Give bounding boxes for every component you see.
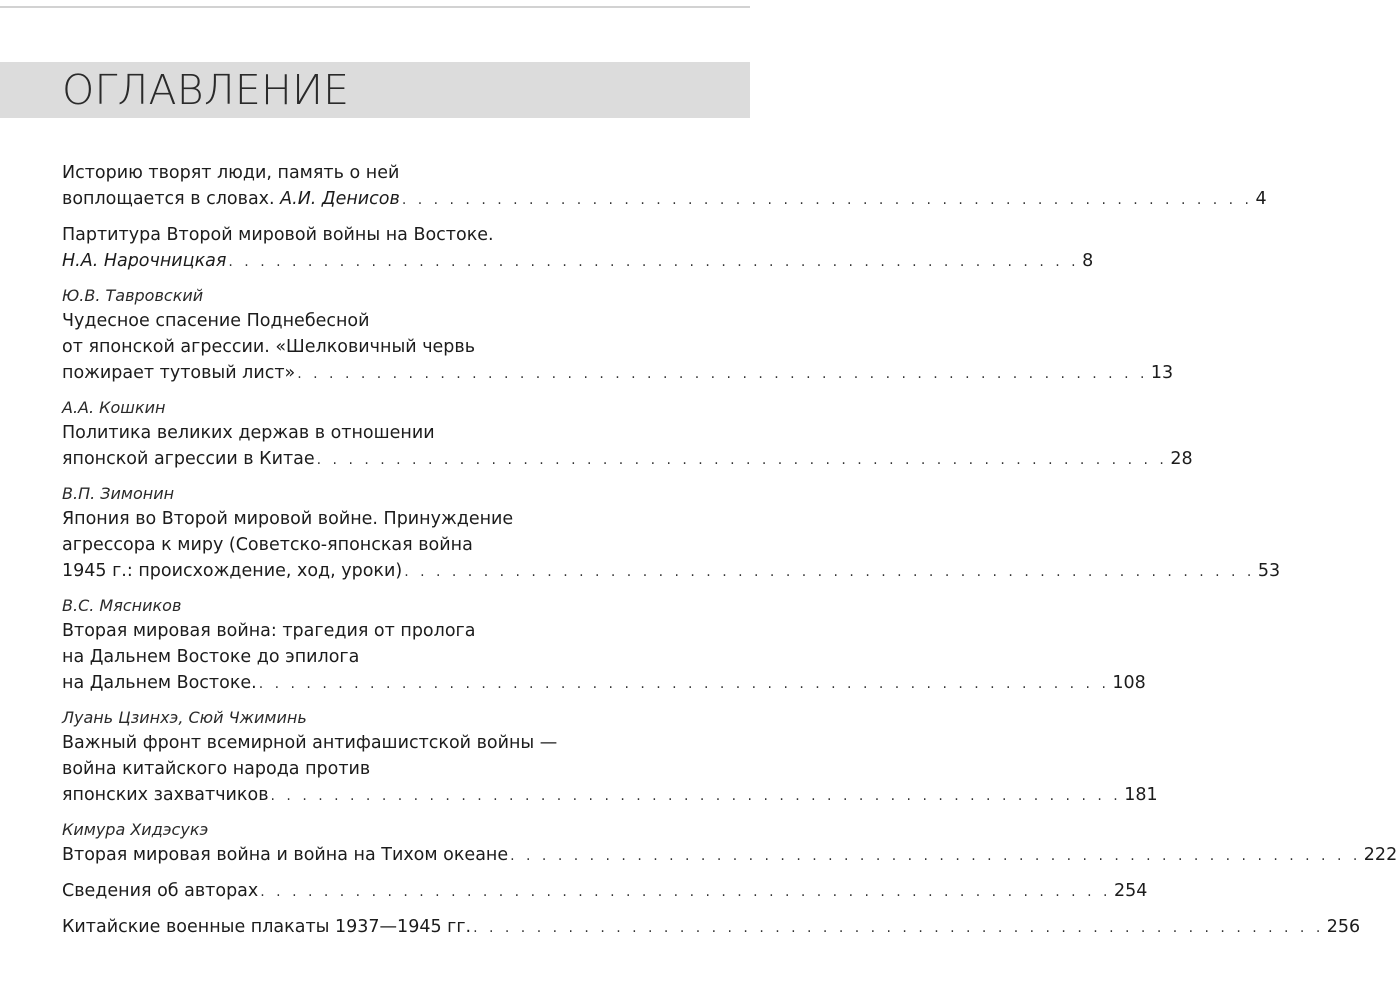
dot-leader: . . . . . . . . . . . . . . . . . . . . . . . . . . . . . . . . . . . . . . . . . . . . . . . . . . . . . .	[473, 920, 1324, 936]
entry-title-text: пожирает тутовый лист»	[62, 363, 296, 383]
toc-entry[interactable]	[62, 914, 1361, 941]
entry-title-text: Вторая мировая война и война на Тихом океане	[62, 845, 509, 865]
entry-last-line	[62, 186, 1267, 213]
entry-title-line: Важный фронт всемирной антифашистской войны —	[62, 733, 558, 753]
dot-leader: . . . . . . . . . . . . . . . . . . . . . . . . . . . . . . . . . . . . . . . . . . . . . . . . . . . . . .	[404, 564, 1255, 580]
toc-entry[interactable]	[62, 594, 1146, 697]
page-number: 4	[1255, 189, 1267, 209]
page-title: ОГЛАВЛЕНИЕ	[62, 66, 350, 114]
entry-author: В.С. Мясников	[62, 596, 182, 615]
toc-entry[interactable]	[62, 706, 1158, 809]
page-number: 222	[1363, 845, 1397, 865]
entry-inline-author: А.И. Денисов	[280, 189, 400, 209]
toc-entry[interactable]	[62, 878, 1148, 905]
entry-last-line	[62, 842, 1397, 869]
dot-leader: . . . . . . . . . . . . . . . . . . . . . . . . . . . . . . . . . . . . . . . . . . . . . . . . . . . . . .	[270, 788, 1122, 804]
page-number: 53	[1257, 561, 1281, 581]
page-number: 8	[1082, 251, 1094, 271]
entry-title-line: Политика великих держав в отношении	[62, 423, 435, 443]
entry-author: В.П. Зимонин	[62, 484, 175, 503]
entry-title-line: Чудесное спасение Поднебесной	[62, 311, 370, 331]
dot-leader: . . . . . . . . . . . . . . . . . . . . . . . . . . . . . . . . . . . . . . . . . . . . . . . . . . . . . .	[510, 848, 1361, 864]
entry-title-line: война китайского народа против	[62, 759, 371, 779]
entry-title-tail	[62, 360, 295, 386]
entry-title-tail	[62, 842, 508, 868]
entry-title-tail	[62, 782, 269, 808]
entry-title-line: Историю творят люди, память о ней	[62, 163, 400, 183]
page-number: 13	[1150, 363, 1174, 383]
entry-title-text: Сведения об авторах	[62, 881, 259, 901]
entry-title-tail	[62, 878, 258, 904]
entry-title-line: Вторая мировая война: трагедия от пролога	[62, 621, 476, 641]
entry-title-line: агрессора к миру (Советско-японская война	[62, 535, 473, 555]
entry-last-line	[62, 360, 1174, 387]
toc-entry[interactable]	[62, 396, 1193, 473]
dot-leader: . . . . . . . . . . . . . . . . . . . . . . . . . . . . . . . . . . . . . . . . . . . . . . . . . . . . . .	[228, 254, 1080, 270]
entry-author: Луань Цзинхэ, Сюй Чжиминь	[62, 708, 307, 727]
entry-author: Ю.В. Тавровский	[62, 286, 204, 305]
entry-inline-author: Н.А. Нарочницкая	[62, 251, 227, 271]
entry-author: Кимура Хидэсукэ	[62, 820, 209, 839]
table-of-contents	[62, 160, 1397, 941]
entry-title-text: Китайские военные плакаты 1937—1945 гг.	[62, 917, 472, 937]
page-number: 28	[1170, 449, 1193, 469]
page-number: 254	[1113, 881, 1148, 901]
dot-leader: . . . . . . . . . . . . . . . . . . . . . . . . . . . . . . . . . . . . . . . . . . . . . . . . . . . . . .	[316, 452, 1168, 468]
entry-title-text: японской агрессии в Китае	[62, 449, 315, 469]
page-number: 108	[1112, 673, 1146, 693]
dot-leader: . . . . . . . . . . . . . . . . . . . . . . . . . . . . . . . . . . . . . . . . . . . . . . . . . . . . . .	[401, 192, 1253, 208]
dot-leader: . . . . . . . . . . . . . . . . . . . . . . . . . . . . . . . . . . . . . . . . . . . . . . . . . . . . . .	[297, 366, 1148, 382]
entry-title-line: Япония во Второй мировой войне. Принуждение	[62, 509, 514, 529]
toc-entry[interactable]	[62, 818, 1397, 869]
entry-title-tail	[62, 446, 315, 472]
entry-title-line: от японской агрессии. «Шелковичный червь	[62, 337, 476, 357]
toc-entry[interactable]	[62, 482, 1281, 585]
toc-entry[interactable]	[62, 284, 1174, 387]
entry-title-text: воплощается в словах.	[62, 189, 275, 209]
entry-title-tail	[62, 248, 226, 274]
heading-band	[0, 62, 750, 118]
entry-last-line	[62, 248, 1094, 275]
entry-title-tail	[62, 558, 402, 584]
page-number: 256	[1326, 917, 1361, 937]
toc-entry[interactable]	[62, 160, 1267, 213]
entry-title-text: на Дальнем Востоке.	[62, 673, 257, 693]
entry-last-line	[62, 914, 1361, 941]
dot-leader: . . . . . . . . . . . . . . . . . . . . . . . . . . . . . . . . . . . . . . . . . . . . . . . . . . . . . .	[260, 884, 1111, 900]
toc-entry[interactable]	[62, 222, 1094, 275]
entry-last-line	[62, 878, 1148, 905]
entry-title-tail	[62, 914, 471, 940]
entry-author: А.А. Кошкин	[62, 398, 166, 417]
dot-leader: . . . . . . . . . . . . . . . . . . . . . . . . . . . . . . . . . . . . . . . . . . . . . . . . . . . . . .	[258, 676, 1110, 692]
top-rule	[0, 6, 750, 8]
entry-title-line: Партитура Второй мировой войны на Востоке.	[62, 225, 494, 245]
entry-last-line	[62, 670, 1146, 697]
entry-last-line	[62, 558, 1281, 585]
entry-title-text: японских захватчиков	[62, 785, 269, 805]
page-number: 181	[1124, 785, 1158, 805]
entry-title-text: 1945 г.: происхождение, ход, уроки)	[62, 561, 403, 581]
entry-last-line	[62, 446, 1193, 473]
entry-title-tail	[62, 186, 400, 212]
entry-last-line	[62, 782, 1158, 809]
entry-title-tail	[62, 670, 257, 696]
entry-title-line: на Дальнем Востоке до эпилога	[62, 647, 360, 667]
